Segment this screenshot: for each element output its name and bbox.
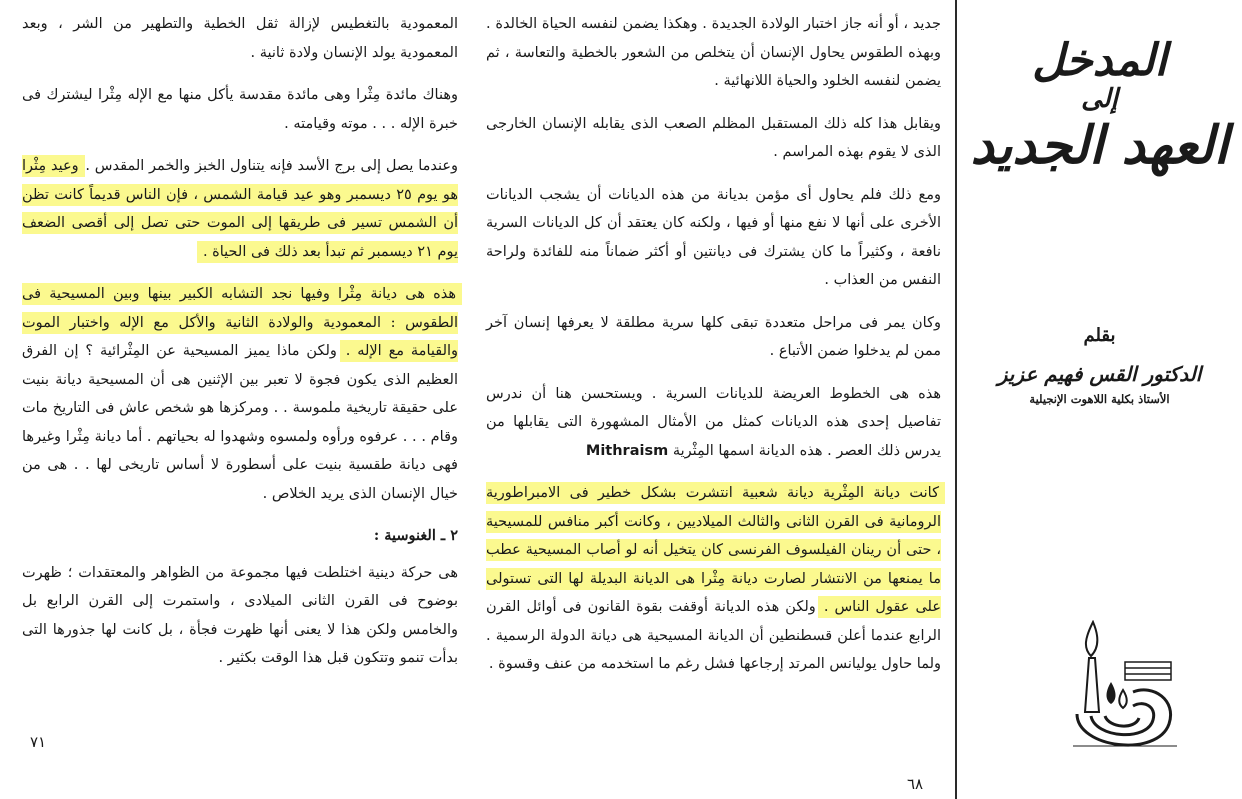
left-page-text [22,10,458,687]
middle-paragraph-5 [486,380,941,466]
cover-author: الدكتور القس فهيم عزيز [997,362,1202,386]
middle-paragraph-6 [486,479,941,679]
left-page-number: ٧١ [30,733,47,751]
cover-title-line-3: العهد الجديد [970,115,1229,176]
left-highlight-similarity: هذه هى ديانة مِثْرا وفيها نجد التشابه الكبير بينها وبين المسيحية فى الطقوس : المعمودية والولادة الثانية والأكل مع الإله واختبار الموت والقيامة مع الإله . [22,283,462,362]
left-paragraph-6: هى حركة دينية اختلطت فيها مجموعة من الظواهر والمعتقدات ؛ ظهرت بوضوح فى القرن الثانى الميلادى ، واستمرت إلى القرن الرابع بل والخامس ولكن هذا لا يعنى أنها ظهرت فجأة ، بل كانت لها جذورها التى بدأت تنمو وتتكون قبل هذا الوقت بكثير . [22,564,458,666]
middle-paragraph-6-rest: ولكن هذه الديانة أوقفت بقوة القانون فى أوائل القرن الرابع عندما أعلن قسطنطين أن الديانة المسيحية هى ديانة الدولة الرسمية . ولما حاول يوليانس المرتد إرجاعها فشل رغم ما استخدمه من عنف وقسوة . [486,599,941,672]
left-paragraph-3-start: وعندما يصل إلى برج الأسد فإنه يتناول الخبز والخمر المقدس . [85,158,459,174]
middle-paragraph-2: ويقابل هذا كله ذلك المستقبل المظلم الصعب الذى يقابله الإنسان الخارجى الذى لا يقوم بهذه المراسم . [486,115,941,160]
publisher-lamp-logo-icon [1065,620,1185,760]
cover-title-line-1: المدخل [1032,35,1167,86]
left-paragraph-1: المعمودية بالتغطيس لإزالة ثقل الخطية والتطهير من الشر ، وبعد المعمودية يولد الإنسان ولادة ثانية . [22,16,458,61]
cover-affiliation: الأستاذ بكلية اللاهوت الإنجيلية [1029,392,1170,406]
middle-paragraph-1: جديد ، أو أنه جاز اختبار الولادة الجديدة . وهكذا يضمن لنفسه الحياة الخالدة . وبهذه الطقوس يحاول الإنسان أن يتخلص من الشعور بالخطية والتعاسة ، ثم يضمن لنفسه الخلود والحياة اللانهائية . [486,16,941,89]
middle-page-text [486,10,941,693]
mithraism-latin-term: Mithraism [585,442,669,459]
section-heading-gnosticism: ٢ ـ الغنوسية : [373,527,458,544]
cover-by-label: بقلم [1083,325,1116,346]
left-paragraph-3 [22,152,458,266]
middle-paragraph-3: ومع ذلك فلم يحاول أى مؤمن بديانة من هذه الديانات أن يشجب الديانات الأخرى على أنها لا نفع منها أو فيها ، ولكنه كان يعتقد أن كل الديانات السرية نافعة ، وكثيراً ما كان يشترك فى ديانتين أو أكثر ضماناً منه للفائدة ولراحة النفس من العذاب . [486,186,941,288]
middle-page-number: ٦٨ [907,775,924,793]
cover-title-line-2: إلى [1081,84,1118,114]
publisher-logo-graphic [1065,620,1185,760]
left-paragraph-2: وهناك مائدة مِثْرا وهى مائدة مقدسة يأكل منها مع الإله مِثْرا ليشترك فى خبرة الإله . . . موته وقيامته . [22,87,458,132]
middle-highlight-mithraism-spread: كانت ديانة المِثْرية ديانة شعبية انتشرت بشكل خطير فى الامبراطورية الرومانية فى القرن الثانى والثالث الميلاديين ، وكانت أكبر منافس للمسيحية ، حتى أن رينان الفيلسوف الفرنسى كان يتخيل أنه لو أصاب المسيحية عطب ما يمنعها من الانتشار لصارت ديانة مِثْرا هى الديانة البديلة لها التى تستولى على عقول الناس . [486,482,945,618]
left-paragraph-4 [22,280,458,508]
book-cover [957,0,1242,799]
middle-paragraph-4: وكان يمر فى مراحل متعددة تبقى كلها سرية مطلقة لا يعرفها إنسان آخر ممن لم يدخلوا ضمن الأتباع . [486,314,941,359]
middle-paragraph-5-text: هذه هى الخطوط العريضة للديانات السرية . ويستحسن هنا أن ندرس تفاصيل إحدى هذه الديانات كمثل من الأمثال المشهورة التى يقابلها من يدرس ذلك العصر . هذه الديانة اسمها المِثْرية [486,385,941,459]
left-paragraph-4-rest: ولكن ماذا يميز المسيحية عن المِثْرائية ؟ إن الفرق العظيم الذى يكون فجوة لا تعبر بين الإثنين هى أن المسيحية ديانة بنيت على حقيقة تاريخية ملموسة . . ومركزها هو شخص عاش فى التاريخ مات وقام . . . عرفوه ورأوه ولمسوه وشهدوا له بحياتهم . أما ديانة مِثْرا وغيرها فهى ديانة طقسية بنيت على أسطورة لا أساس تاريخى لها . . هى من خيال الإنسان الذى يريد الخلاص . [22,343,458,502]
left-highlight-feast: وعيد مِثْرا هو يوم ٢٥ ديسمبر وهو عيد قيامة الشمس ، فإن الناس قديماً كانت تظن أن الشمس تسير فى طريقها إلى الموت حتى تصل إلى أقصى الضعف يوم ٢١ ديسمبر ثم تبدأ بعد ذلك فى الحياة . [22,155,458,263]
